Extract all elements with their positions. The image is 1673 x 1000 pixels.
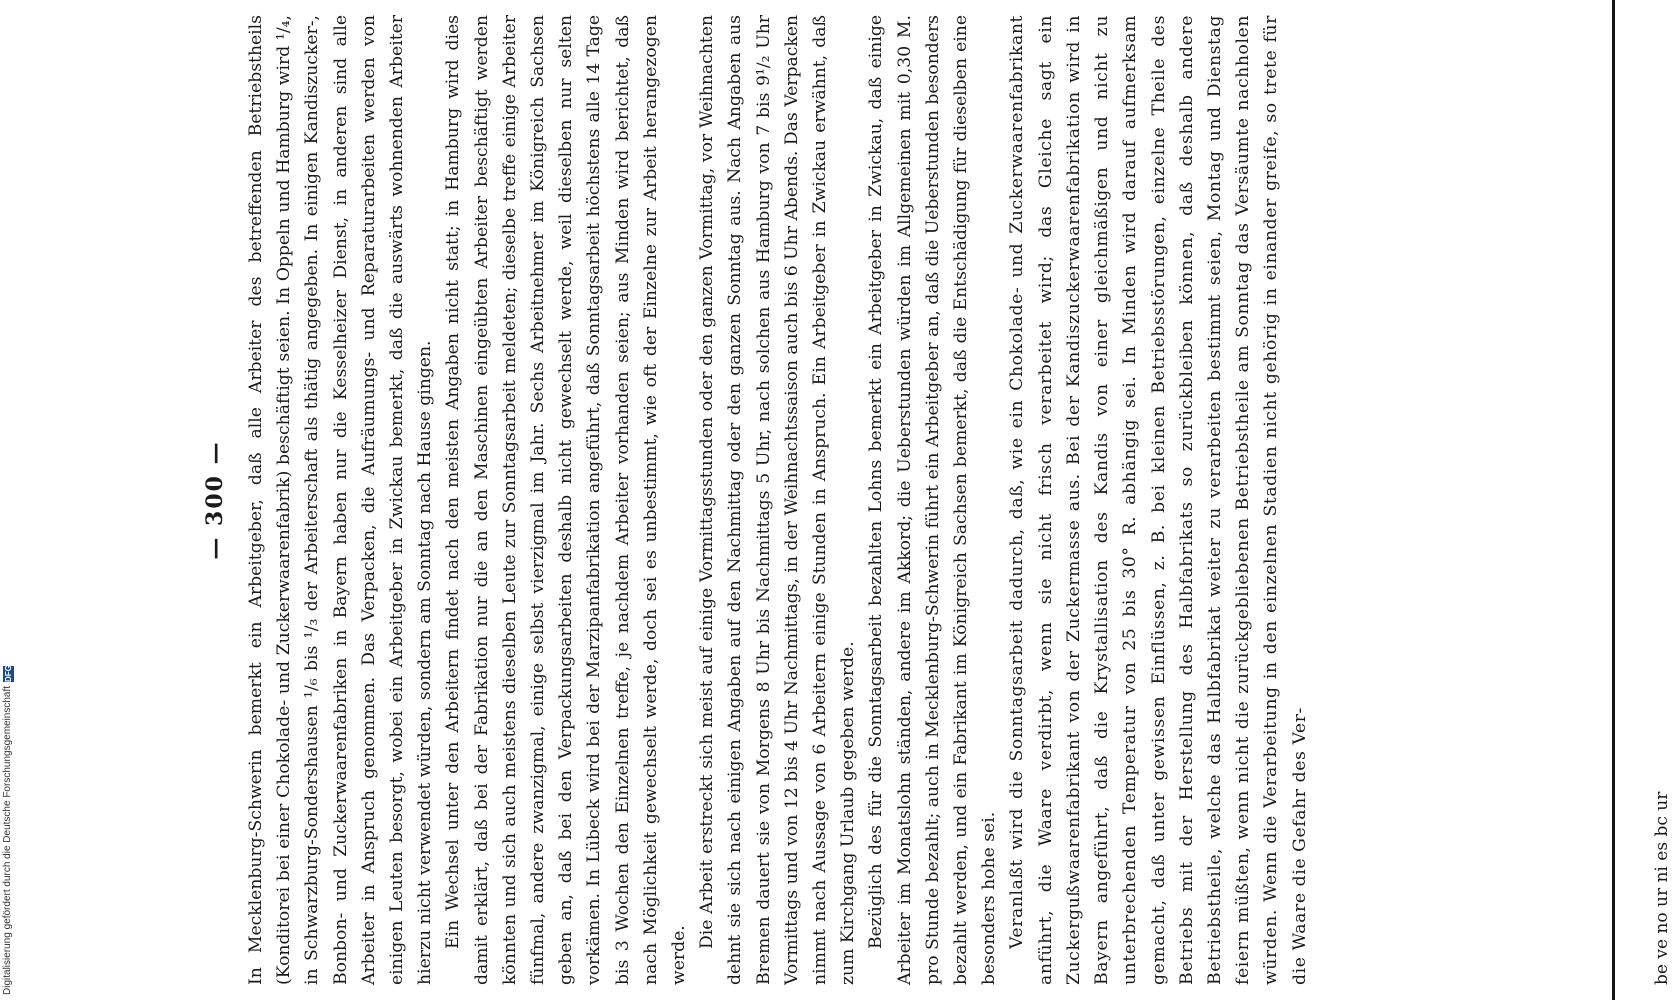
paragraph-2: Ein Wechsel unter den Arbeitern findet nach den meisten Angaben nicht statt; in Hamburg wird dies damit erklärt, daß bei der Fabrikation nur die an den Maschinen eingeübten Arbeiter beschäftigt werden könnten und sich auch meistens dieselben Leute zur Sonntagsarbeit meldeten; dieselbe treffe einige Arbeiter fünfmal, andere zwanzigmal, einige selbst vierzigmal im Jahr. Sechs Arbeitnehmer im Königreich Sachsen geben an, daß bei den Verpackungsarbeiten deshalb nicht gewechselt werde, weil dieselben nur selten vorkämen. In Lübeck wird bei der Marzipanfabrikation angeführt, daß Sonntagsarbeit höchstens alle 14 Tage bis 3 Wochen den Einzelnen treffe, je nachdem Arbeiter vorhanden seien; aus Minden wird berichtet, daß nach Möglichkeit gewechselt werde, doch sei es unbestimmt, wie oft der Einzelne zur Arbeit herangezogen werde. (443, 15, 690, 985)
page-edge-line (1612, 0, 1615, 1000)
dfg-logo-icon: DFG (3, 665, 13, 682)
scanned-page (140, 0, 1620, 1000)
paragraph-3: Die Arbeit erstreckt sich meist auf einige Vormittagsstunden oder den ganzen Vormittag, vor Weihnachten dehnt sie sich nach einigen Angaben auf den Nachmittag oder den ganzen Sonntag aus. Nach Angaben aus Bremen dauert sie von Morgens 8 Uhr bis Nachmittags 5 Uhr, nach solchen aus Hamburg von 7 bis 9¹/₂ Uhr Vormittags und von 12 bis 4 Uhr Nachmittags, in der Weihnachtssaison auch bis 6 Uhr Abends. Das Verpacken nimmt nach Aussage von 6 Arbeitern einige Stunden in Anspruch. Ein Arbeitgeber in Zwickau erwähnt, daß zum Kirchgang Urlaub gegeben werde. (697, 15, 859, 985)
page-number: — 300 — (202, 440, 228, 560)
next-page-fragment: be ve no ur ni es bc ur (1652, 791, 1672, 985)
rotated-text-block (200, 15, 1314, 985)
credit-text: Digitalisierung gefördert durch die Deutsche Forschungsgemeinschaft (2, 685, 13, 995)
next-page-edge (1628, 0, 1672, 1000)
paragraph-5: Veranlaßt wird die Sonntagsarbeit dadurch, daß, wie ein Chokolade- und Zuckerwaarenfabrikant anführt, die Waare verdirbt, wenn sie nicht frisch verarbeitet wird; das Gleiche sagt ein Zuckergußwaarenfabrikant von der Zuckermasse aus. Bei der Kandiszuckerwaarenfabrikation wird in Bayern angeführt, daß die Krystallisation des Kandis von einer gleichmäßigen und nicht zu unterbrechenden Temperatur von 25 bis 30° R. abhängig sei. In Minden wird darauf aufmerksam gemacht, daß unter gewissen Einflüssen, z. B. bei kleinen Betriebsstörungen, einzelne Theile des Betriebs mit der Herstellung des Halbfabrikats so zurückbleiben können, daß deshalb andere Betriebstheile, welche das Halbfabrikat weiter zu verarbeiten bestimmt seien, Montag und Dienstag feiern müßten, wenn nicht die zurückgebliebenen Betriebstheile am Sonntag das Versäumte nachholen würden. Wenn die Verarbeitung in den einzelnen Stadien nicht gehörig in einander greife, so trete für die Waare die Gefahr des Ver- (1007, 15, 1310, 985)
digitization-credit (2, 595, 14, 995)
paragraph-1: In Mecklenburg-Schwerin bemerkt ein Arbeitgeber, daß alle Arbeiter des betreffenden Betriebstheils (Konditorei bei einer Chokolade- und Zuckerwaarenfabrik) beschäftigt seien. In Oppeln und Hamburg wird ¹/₄, in Schwarzburg-Sondershausen ¹/₆ bis ¹/₃ der Arbeiterschaft als thätig angegeben. In einigen Kandiszucker-, Bonbon- und Zuckerwaarenfabriken in Bayern haben nur die Kesselheizer Dienst, in anderen sind alle Arbeiter in Anspruch genommen. Das Verpacken, die Aufräumungs- und Reparaturarbeiten werden von einigen Leuten besorgt, wobei ein Arbeitgeber in Zwickau bemerkt, daß die auswärts wohnenden Arbeiter hierzu nicht verwendet würden, sondern am Sonntag nach Hause gingen. (246, 15, 436, 985)
paragraph-4: Bezüglich des für die Sonntagsarbeit bezahlten Lohns bemerkt ein Arbeitgeber in Zwickau, daß einige Arbeiter im Monatslohn ständen, andere im Akkord; die Ueberstunden würden im Allgemeinen mit 0,30 M. pro Stunde bezahlt; auch in Mecklenburg-Schwerin führt ein Arbeitgeber an, daß die Ueberstunden besonders bezahlt werden, und ein Fabrikant im Königreich Sachsen bemerkt, daß die Entschädigung für dieselben eine besonders hohe sei. (866, 15, 1000, 985)
